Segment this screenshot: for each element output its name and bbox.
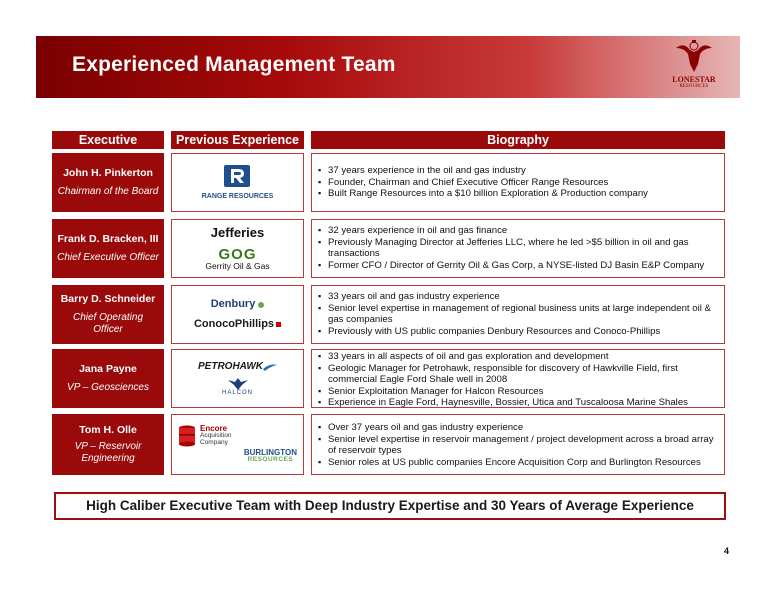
executive-name: Jana Payne xyxy=(79,363,137,375)
executive-role: Chief Operating Officer xyxy=(72,312,144,335)
petrohawk-swoosh-icon xyxy=(263,363,277,371)
executive-cell xyxy=(52,219,164,278)
previous-experience-cell xyxy=(171,219,304,278)
executive-name: Tom H. Olle xyxy=(79,424,137,436)
range-resources-logo xyxy=(202,165,274,200)
bio-item: ▪ Previously with US public companies Denbury Resources and Conoco-Phillips xyxy=(318,326,718,338)
title-banner xyxy=(36,36,740,98)
halcon-bird-icon xyxy=(228,376,248,390)
executive-role: Chief Executive Officer xyxy=(57,252,159,263)
page-title: Experienced Management Team xyxy=(72,53,396,76)
halcon-wordmark: HALCON xyxy=(221,389,253,396)
bio-item: ▪ Experience in Eagle Ford, Haynesville, Bossier, Utica and Tuscaloosa Marine Shales xyxy=(318,397,718,409)
burlington-logo: BURLINGTON xyxy=(243,448,297,458)
summary-statement: High Caliber Executive Team with Deep Industry Expertise and 30 Years of Average Experience xyxy=(54,492,726,520)
gerrity-wordmark: Gerrity Oil & Gas xyxy=(205,261,270,272)
bio-item: ▪ Geologic Manager for Petrohawk, responsible for discovery of Hawkville Field, first commercial Eagle Ford Shale well in 2008 xyxy=(318,363,718,386)
encore-logo: Encore xyxy=(200,424,228,434)
previous-experience-cell xyxy=(171,414,304,475)
executive-name: Frank D. Bracken, III xyxy=(57,233,159,245)
conocophillips-logo: ConocoPhillips xyxy=(193,318,275,330)
previous-experience-cell xyxy=(171,153,304,212)
denbury-drop-icon xyxy=(258,302,264,308)
page-number: 4 xyxy=(723,546,729,556)
company-logo xyxy=(666,40,722,96)
executive-role: VP – Geosciences xyxy=(67,382,149,393)
bio-item: ▪ Founder, Chairman and Chief Executive Officer Range Resources xyxy=(318,177,718,189)
bio-item: ▪ Previously Managing Director at Jefferies LLC, where he led >$5 billion in oil and gas transactions xyxy=(318,237,718,260)
longhorn-logo-icon xyxy=(674,40,714,76)
bio-item: ▪ 32 years experience in oil and gas finance xyxy=(318,225,718,237)
column-header-executive: Executive xyxy=(52,131,164,149)
gog-logo: GOG xyxy=(218,246,257,264)
conocophillips-mark-icon xyxy=(276,322,281,327)
biography-cell xyxy=(311,414,725,475)
bio-item: ▪ 33 years in all aspects of oil and gas exploration and development xyxy=(318,351,718,363)
column-header-previous-experience: Previous Experience xyxy=(171,131,304,149)
executive-role: Chairman of the Board xyxy=(57,186,159,197)
bio-item: ▪ Senior level expertise in management of regional business units at large independent oil & gas companies xyxy=(318,303,718,326)
executive-name: Barry D. Schneider xyxy=(60,293,156,305)
encore-acquisition-text: Acquisition xyxy=(200,432,232,440)
bio-item: ▪ Over 37 years oil and gas industry experience xyxy=(318,422,718,434)
executive-name: John H. Pinkerton xyxy=(63,167,153,179)
bio-item: ▪ Senior level expertise in reservoir management / project development across a broad array of reservoir types xyxy=(318,434,718,457)
bio-item: ▪ Built Range Resources into a $10 billion Exploration & Production company xyxy=(318,188,718,200)
encore-company-text: Company xyxy=(200,438,228,446)
logo-subtitle: RESOURCES xyxy=(679,84,709,89)
bio-item: ▪ Senior Exploitation Manager for Halcon Resources xyxy=(318,386,718,398)
biography-cell xyxy=(311,153,725,212)
jefferies-logo: Jefferies xyxy=(210,225,265,241)
logo-name: LONESTAR xyxy=(672,75,716,84)
bio-item: ▪ Senior roles at US public companies Encore Acquisition Corp and Burlington Resources xyxy=(318,457,718,469)
petrohawk-logo: PETROHAWK xyxy=(198,360,263,372)
previous-experience-cell xyxy=(171,285,304,344)
executive-cell xyxy=(52,414,164,475)
burlington-resources-text: RESOURCES xyxy=(247,456,294,464)
bio-item: ▪ Former CFO / Director of Gerrity Oil & Gas Corp, a NYSE-listed DJ Basin E&P Company xyxy=(318,260,718,272)
bio-item: ▪ 33 years oil and gas industry experience xyxy=(318,291,718,303)
range-resources-wordmark: RANGE RESOURCES xyxy=(201,193,274,200)
previous-experience-cell xyxy=(171,349,304,408)
range-r-icon xyxy=(224,165,250,187)
biography-cell xyxy=(311,285,725,344)
executive-cell xyxy=(52,153,164,212)
bio-item: ▪ 37 years experience in the oil and gas industry xyxy=(318,165,718,177)
biography-cell xyxy=(311,219,725,278)
executive-role: VP – Reservoir Engineering xyxy=(74,441,142,464)
encore-barrel-icon xyxy=(178,425,196,447)
column-header-biography: Biography xyxy=(311,131,725,149)
biography-cell xyxy=(311,349,725,408)
denbury-logo: Denbury xyxy=(210,298,256,310)
executive-cell xyxy=(52,285,164,344)
executive-cell xyxy=(52,349,164,408)
